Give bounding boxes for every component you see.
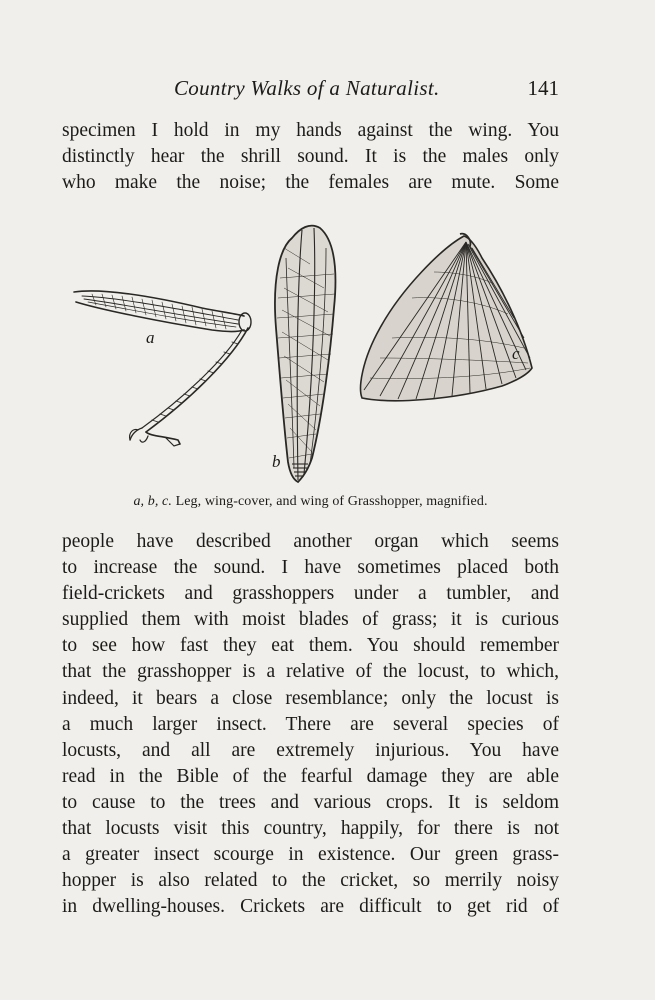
running-head — [62, 76, 559, 106]
wing-drawing — [361, 234, 532, 401]
page-number: 141 — [527, 76, 559, 100]
text-line: people have described another organ which seems — [62, 531, 559, 552]
caption-letters: a, b, c. — [133, 494, 172, 509]
text-line: supplied them with moist blades of grass; it is curious — [62, 609, 559, 631]
text-line: read in the Bible of the fearful damage they are able — [62, 765, 559, 787]
running-title: Country Walks of a Naturalist. — [174, 76, 440, 100]
text-line: to cause to the trees and various crops. It is seldom — [62, 791, 559, 813]
text-line: to see how fast they eat them. You should remember — [62, 635, 559, 657]
engraving-illustration — [62, 218, 559, 486]
text-line: a greater insect scourge in existence. Our green grass- — [62, 844, 559, 866]
paragraph-top — [62, 118, 559, 196]
text-line: to increase the sound. I have sometimes placed both — [62, 557, 559, 579]
caption-text: Leg, wing-cover, and wing of Grasshopper, magnified. — [175, 494, 488, 509]
text-line: locusts, and all are extremely injurious. You have — [62, 739, 559, 761]
figure-label-a: a — [146, 328, 155, 347]
illustration-figure — [62, 218, 559, 486]
text-line: hopper is also related to the cricket, so merrily noisy — [62, 870, 559, 892]
text-line: field-crickets and grasshoppers under a tumbler, and — [62, 583, 559, 605]
figure-caption — [62, 494, 559, 510]
text-line: distinctly hear the shrill sound. It is the males only — [62, 146, 559, 168]
paragraph-bottom — [62, 529, 559, 920]
text-line: indeed, it bears a close resemblance; only the locust is — [62, 687, 559, 709]
leg-drawing — [74, 291, 251, 446]
text-line: that the grasshopper is a relative of the locust, to which, — [62, 661, 559, 683]
text-line: who make the noise; the females are mute. Some — [62, 172, 559, 194]
text-line: a much larger insect. There are several species of — [62, 713, 559, 735]
text-line: that locusts visit this country, happily, for there is not — [62, 818, 559, 840]
figure-label-b: b — [272, 452, 281, 471]
figure-label-c: c — [512, 344, 520, 363]
wing-cover-drawing — [275, 226, 336, 482]
text-line: specimen I hold in my hands against the wing. You — [62, 120, 559, 141]
text-line: in dwelling-houses. Crickets are difficult to get rid of — [62, 896, 559, 918]
